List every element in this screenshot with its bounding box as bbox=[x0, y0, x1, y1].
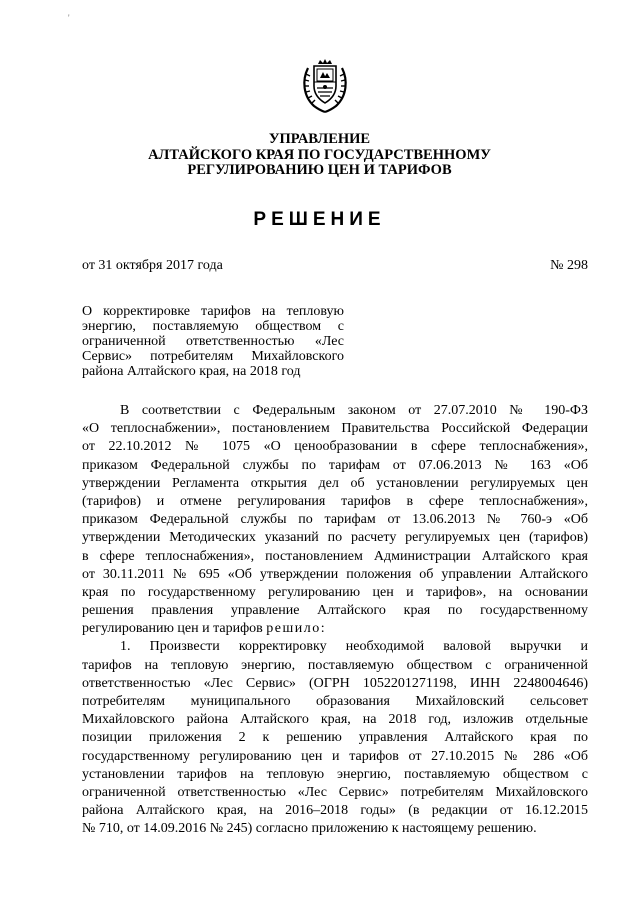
document-subject bbox=[82, 304, 344, 379]
organization-name bbox=[0, 132, 639, 179]
body-line: в сфере теплоснабжения», постановлением Администрации Алтайского края bbox=[82, 548, 588, 564]
body-line: установлении тарифов на тепловую энергию, поставляемую обществом с bbox=[82, 766, 588, 782]
body-line: государственному регулированию цен и тарифов от 27.10.2015 № 286 «Об bbox=[82, 748, 588, 764]
subject-line: О корректировке тарифов на тепловую bbox=[82, 304, 344, 319]
document-number: № 298 bbox=[550, 258, 588, 273]
body-line: края по государственному регулированию цен и тарифов», на основании bbox=[82, 584, 588, 600]
subject-line: района Алтайского края, на 2018 год bbox=[82, 364, 301, 379]
body-line: В соответствии с Федеральным законом от 27.07.2010 № 190-ФЗ bbox=[120, 403, 588, 418]
body-line: района Алтайского края, на 2016–2018 годы» (в редакции от 16.12.2015 bbox=[82, 803, 588, 819]
altai-krai-coat-of-arms-icon bbox=[300, 58, 350, 114]
body-line: № 710, от 14.09.2016 № 245) согласно приложению к настоящему решению. bbox=[82, 821, 537, 837]
body-line: потребителям муниципального образования Михайловский сельсовет bbox=[82, 694, 588, 709]
body-line: позиции приложения 2 к решению управления Алтайского края по bbox=[82, 730, 588, 746]
org-line-2: АЛТАЙСКОГО КРАЯ ПО ГОСУДАРСТВЕННОМУ bbox=[148, 146, 491, 163]
body-line: от 30.11.2011 № 695 «Об утверждении положения об управлении Алтайского bbox=[82, 566, 588, 582]
subject-line: ограниченной ответственностью «Лес bbox=[82, 334, 344, 349]
org-line-3: РЕГУЛИРОВАНИЮ ЦЕН И ТАРИФОВ bbox=[187, 162, 452, 178]
resolution-keyword: решило bbox=[266, 621, 321, 637]
body-line: 1. Произвести корректировку необходимой валовой выручки и bbox=[120, 639, 588, 655]
document-date: от 31 октября 2017 года bbox=[82, 258, 223, 273]
body-line: решения правления управление Алтайского края по государственному bbox=[82, 603, 588, 619]
body-line: приказом Федеральной службы по тарифам от 13.06.2013 № 760-э «Об bbox=[82, 512, 588, 528]
body-line: утверждении Методических указаний по расчету регулируемых цен (тарифов) bbox=[82, 530, 588, 546]
body-line: ограниченной ответственностью «Лес Сервис» потребителям Михайловского bbox=[82, 784, 588, 800]
document-title: РЕШЕНИЕ bbox=[253, 209, 386, 230]
body-line-resolution bbox=[82, 620, 588, 638]
body-line: тарифов на тепловую энергию, поставляемую обществом с ограниченной bbox=[82, 657, 588, 673]
body-line: приказом Федеральной службы по тарифам от 07.06.2013 № 163 «Об bbox=[82, 457, 588, 473]
body-line: «О теплоснабжении», постановлением Правительства Российской Федерации bbox=[82, 421, 588, 437]
document-body bbox=[82, 402, 588, 839]
resolution-suffix: : bbox=[320, 621, 325, 637]
body-line: Михайловского района Алтайского края, на 2018 год, изложив отдельные bbox=[82, 712, 588, 728]
body-line: ответственностью «Лес Сервис» (ОГРН 1052201271198, ИНН 2248004646) bbox=[82, 675, 588, 691]
body-line: (тарифов) и отмене регулирования тарифов в сфере теплоснабжения», bbox=[82, 493, 588, 509]
body-line: утверждении Регламента открытия дел об установлении регулируемых цен bbox=[82, 475, 588, 491]
scan-dot: ' bbox=[68, 13, 70, 23]
org-line-1: УПРАВЛЕНИЕ bbox=[268, 131, 371, 147]
subject-line: энергию, поставляемую обществом с bbox=[82, 319, 344, 334]
subject-line: Сервис» потребителям Михайловского bbox=[82, 349, 344, 364]
body-line: от 22.10.2012 № 1075 «О ценообразовании в сфере теплоснабжения», bbox=[82, 439, 588, 455]
resolution-prefix: регулированию цен и тарифов bbox=[82, 621, 267, 637]
